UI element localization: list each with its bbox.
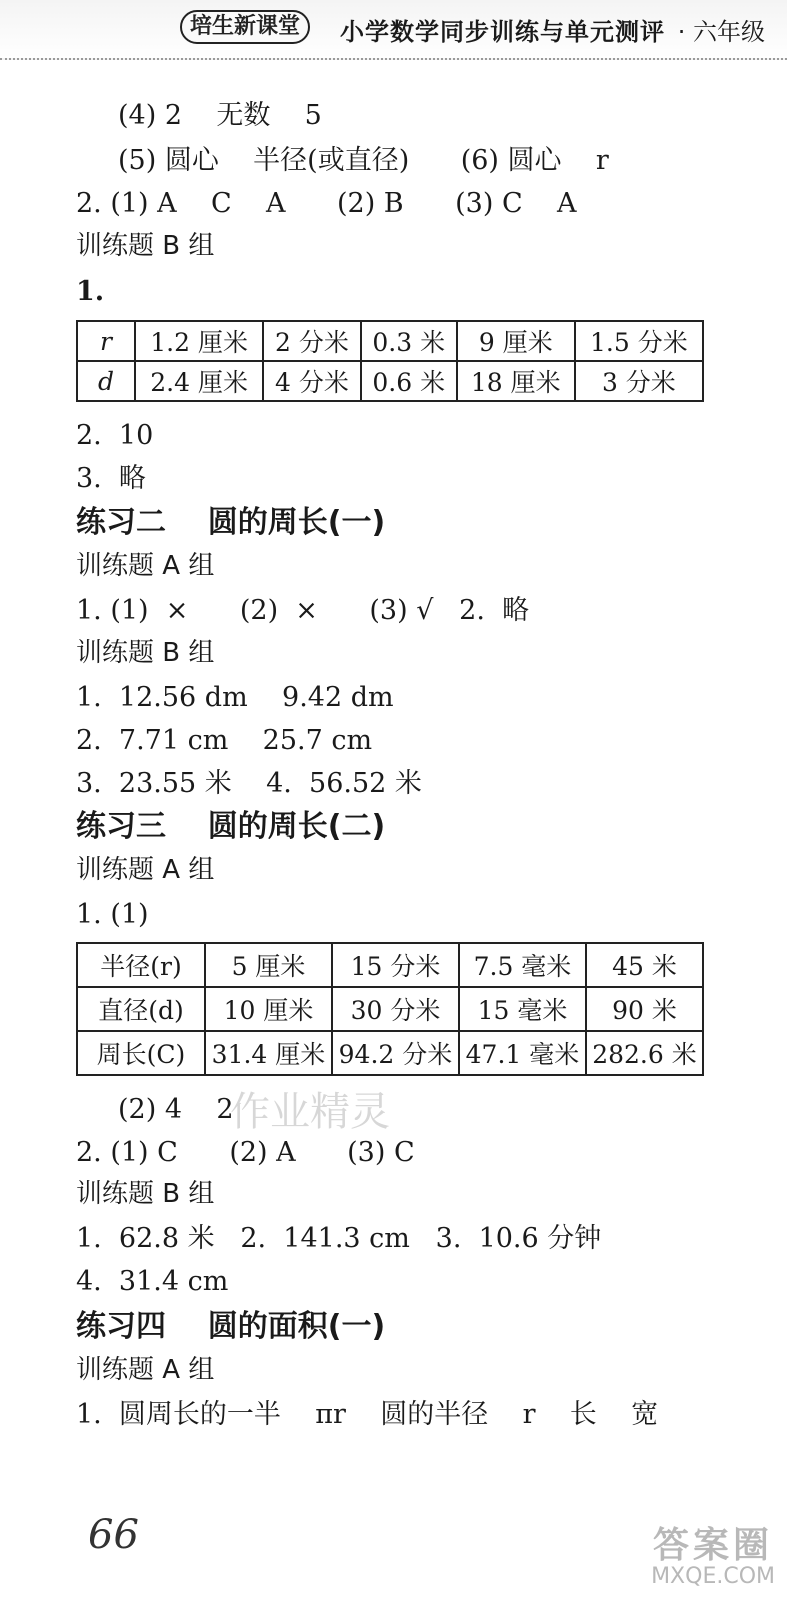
table-cell: 3 分米 [575,361,703,401]
page-number: 66 [88,1512,139,1558]
table-cell: 1.2 厘米 [135,321,263,361]
answer-b2: 2. 10 [76,420,154,451]
table-cell: 45 米 [586,943,703,987]
table-cell: 直径(d) [77,987,205,1031]
brand-logo: 培生新课堂 [180,10,310,44]
faint-stamp: 作业精灵 [230,1089,390,1135]
answer-b1: 1. 12.56 dm 9.42 dm [76,682,394,713]
group-b-label: 训练题 B 组 [76,1179,215,1209]
answer-a1: 1. (1) × (2) × (3) √ 2. 略 [76,595,530,626]
group-a-label: 训练题 A 组 [76,1355,215,1385]
section-heading-2: 练习二 圆的周长(一) [76,505,386,540]
grade-label: · 六年级 [677,18,765,46]
section-heading-4: 练习四 圆的面积(一) [76,1309,386,1344]
table-cell: 9 厘米 [457,321,575,361]
table-cell: 2.4 厘米 [135,361,263,401]
table-row [77,361,703,401]
table-cell: 10 厘米 [205,987,332,1031]
answer-line-5: (5) 圆心 半径(或直径) (6) 圆心 r [118,145,609,176]
table-cell: 15 分米 [332,943,459,987]
group-a-label: 训练题 A 组 [76,551,215,581]
group-b-label: 训练题 B 组 [76,231,215,261]
table-row [77,1031,703,1075]
answer-a2: 2. (1) C (2) A (3) C [76,1137,415,1168]
group-a-label: 训练题 A 组 [76,855,215,885]
table-cell: 0.6 米 [361,361,457,401]
table-cell: 周长(C) [77,1031,205,1075]
table-cell: 7.5 毫米 [459,943,586,987]
site-watermark [651,1527,775,1588]
watermark-logo: 答案圈 [653,1525,774,1567]
table-cell: d [77,361,135,401]
section-heading-3: 练习三 圆的周长(二) [76,809,386,844]
answer-b1: 1. [76,276,105,307]
answer-b1: 1. 62.8 米 2. 141.3 cm 3. 10.6 分钟 [76,1223,602,1254]
radius-diameter-table [76,320,704,402]
table-cell: 4 分米 [263,361,361,401]
table-cell: 0.3 米 [361,321,457,361]
answer-b3: 3. 23.55 米 4. 56.52 米 [76,768,422,799]
answer-a1: 1. (1) [76,899,149,930]
table-cell: 15 毫米 [459,987,586,1031]
table-cell: 282.6 米 [586,1031,703,1075]
table-cell: 半径(r) [77,943,205,987]
table-row [77,987,703,1031]
group-b-label: 训练题 B 组 [76,638,215,668]
table-row [77,943,703,987]
answer-a1: 1. 圆周长的一半 πr 圆的半径 r 长 宽 [76,1399,659,1430]
table-cell: 2 分米 [263,321,361,361]
table-cell: 31.4 厘米 [205,1031,332,1075]
answer-a1-part2: (2) 4 2 [118,1094,234,1125]
page-header [0,0,787,60]
table-cell: 94.2 分米 [332,1031,459,1075]
table-cell: 30 分米 [332,987,459,1031]
table-cell: r [77,321,135,361]
answer-q2: 2. (1) A C A (2) B (3) C A [76,188,577,219]
answer-b2: 2. 7.71 cm 25.7 cm [76,725,373,756]
table-row [77,321,703,361]
table-cell: 47.1 毫米 [459,1031,586,1075]
table-cell: 90 米 [586,987,703,1031]
book-title: 小学数学同步训练与单元测评 [340,18,665,46]
circle-measure-table [76,942,704,1076]
table-cell: 5 厘米 [205,943,332,987]
watermark-url: MXQE.COM [651,1563,775,1589]
table-cell: 18 厘米 [457,361,575,401]
answer-b4: 4. 31.4 cm [76,1266,229,1297]
table-cell: 1.5 分米 [575,321,703,361]
answer-b3: 3. 略 [76,463,146,494]
answer-line-4: (4) 2 无数 5 [118,100,322,131]
